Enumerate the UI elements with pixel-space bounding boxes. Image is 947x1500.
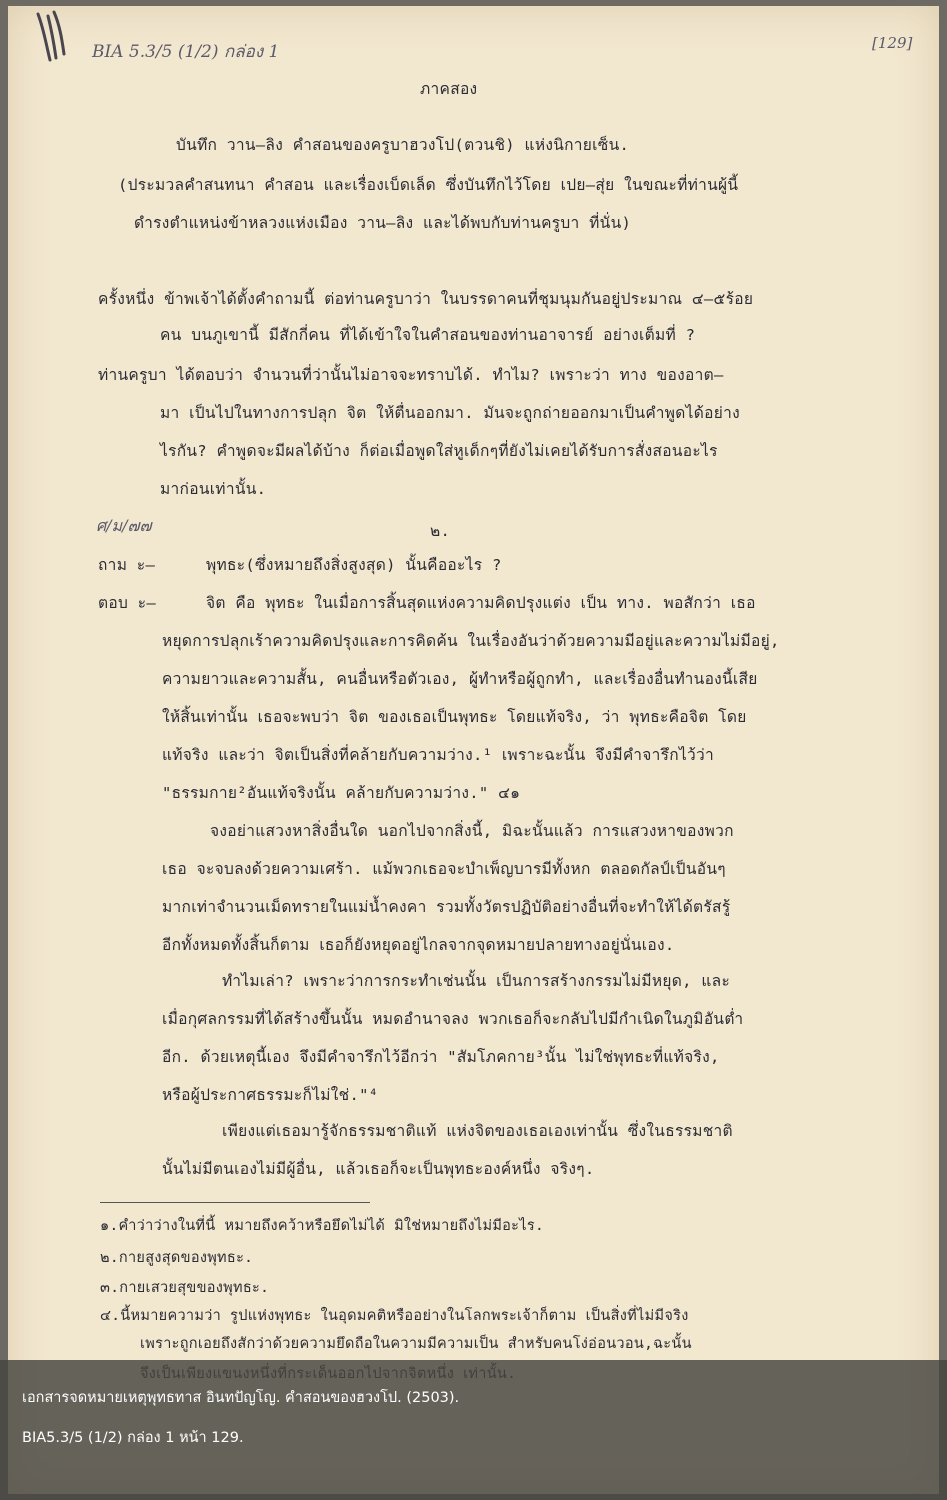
- archive-reference: BIA 5.3/5 (1/2) กล่อง 1: [92, 42, 280, 62]
- question-label: ถาม ะ–: [98, 556, 156, 574]
- intro-line: ดำรงตำแหน่งข้าหลวงแห่งเมือง วาน–ลิง และได้พบกับท่านครูบา ที่นั่น): [134, 214, 632, 232]
- answer-line: ความยาวและความสั้น, คนอื่นหรือตัวเอง, ผู้ทำหรือผู้ถูกทำ, และเรื่องอื่นทำนองนี้เสีย: [162, 670, 758, 688]
- caption-line-2: BIA5.3/5 (1/2) กล่อง 1 หน้า 129.: [22, 1430, 244, 1446]
- image-caption: [0, 1360, 947, 1500]
- intro-line: บันทึก วาน–ลิง คำสอนของครูบาฮวงโป(ตวนชิ) แห่งนิกายเซ็น.: [176, 136, 630, 154]
- intro-line: (ประมวลคำสนทนา คำสอน และเรื่องเบ็ดเล็ด ซึ่งบันทึกไว้โดย เปย–สุ่ย ในขณะที่ท่านผู้นี้: [118, 176, 739, 194]
- answer-line: หยุดการปลุกเร้าความคิดปรุงและการคิดค้น ในเรื่องอันว่าด้วยความมีอยู่และความไม่มีอยู่,: [162, 632, 780, 650]
- footnote-divider: [100, 1202, 370, 1203]
- body-line: ไรกัน? คำพูดจะมีผลได้บ้าง ก็ต่อเมื่อพูดใส่หูเด็กๆที่ยังไม่เคยได้รับการสั่งสอนอะไร: [160, 442, 718, 460]
- section-title: ภาคสอง: [420, 80, 478, 98]
- footnote: ๑.คำว่าว่างในที่นี้ หมายถึงคว้าหรือยึดไม่ได้ มิใช่หมายถึงไม่มีอะไร.: [100, 1218, 544, 1234]
- handwritten-note: ศ/ม/๗๗: [96, 516, 152, 535]
- body-line: ท่านครูบา ได้ตอบว่า จำนวนที่ว่านั้นไม่อาจจะทราบได้. ทำไม? เพราะว่า ทาง ของอาต–: [98, 366, 724, 384]
- handwritten-mark-icon: [34, 10, 68, 66]
- body-line: จงอย่าแสวงหาสิ่งอื่นใด นอกไปจากสิ่งนี้, มิฉะนั้นแล้ว การแสวงหาของพวก: [210, 822, 734, 840]
- body-line: หรือผู้ประกาศธรรมะก็ไม่ใช่."⁴: [162, 1086, 379, 1104]
- caption-line-1: เอกสารจดหมายเหตุพุทธทาส อินทปัญโญ. คำสอนของฮวงโป. (2503).: [22, 1390, 460, 1406]
- body-line: ครั้งหนึ่ง ข้าพเจ้าได้ตั้งคำถามนี้ ต่อท่านครูบาว่า ในบรรดาคนที่ชุมนุมกันอยู่ประมาณ ๔–๕ร้อย: [98, 290, 754, 308]
- body-line: อีกทั้งหมดทั้งสิ้นก็ตาม เธอก็ยังหยุดอยู่ไกลจากจุดหมายปลายทางอยู่นั่นเอง.: [162, 936, 675, 954]
- answer-line: ให้สิ้นเท่านั้น เธอจะพบว่า จิต ของเธอเป็นพุทธะ โดยแท้จริง, ว่า พุทธะคือจิต โดย: [162, 708, 747, 726]
- body-line: เพียงแต่เธอมารู้จักธรรมชาติแท้ แห่งจิตของเธอเองเท่านั้น ซึ่งในธรรมชาติ: [222, 1122, 733, 1140]
- question-text: พุทธะ(ซึ่งหมายถึงสิ่งสูงสุด) นั้นคืออะไร ?: [206, 556, 502, 574]
- page-stamp: [129]: [872, 34, 913, 52]
- footnote: ๔.นี้หมายความว่า รูปแห่งพุทธะ ในอุดมคติหรืออย่างในโลกพระเจ้าก็ตาม เป็นสิ่งที่ไม่มีจริง: [100, 1308, 689, 1324]
- footnote: ๒.กายสูงสุดของพุทธะ.: [100, 1250, 254, 1266]
- body-line: ทำไมเล่า? เพราะว่าการกระทำเช่นนั้น เป็นการสร้างกรรมไม่มีหยุด, และ: [222, 972, 731, 990]
- answer-label: ตอบ ะ–: [98, 594, 157, 612]
- body-line: มาก่อนเท่านั้น.: [160, 480, 267, 498]
- answer-line: แท้จริง และว่า จิตเป็นสิ่งที่คล้ายกับความว่าง.¹ เพราะฉะนั้น จึงมีคำจารึกไว้ว่า: [162, 746, 715, 764]
- footnote: เพราะถูกเอยถึงสักว่าด้วยความยึดถือในความมีความเป็น สำหรับคนโง่อ่อนวอน,ฉะนั้น: [140, 1336, 692, 1352]
- answer-line: "ธรรมกาย²อันแท้จริงนั้น คล้ายกับความว่าง." ๔๑: [162, 784, 521, 802]
- body-line: มา เป็นไปในทางการปลุก จิต ให้ตื่นออกมา. มันจะถูกถ่ายออกมาเป็นคำพูดได้อย่าง: [160, 404, 740, 422]
- section-number: ๒.: [430, 522, 451, 540]
- body-line: อีก. ด้วยเหตุนี้เอง จึงมีคำจารึกไว้อีกว่า "สัมโภคกาย³นั้น ไม่ใช่พุทธะที่แท้จริง,: [162, 1048, 720, 1066]
- footnote: ๓.กายเสวยสุขของพุทธะ.: [100, 1280, 270, 1296]
- body-line: เมื่อกุศลกรรมที่ได้สร้างขึ้นนั้น หมดอำนาจลง พวกเธอก็จะกลับไปมีกำเนิดในภูมิอันต่ำ: [162, 1010, 744, 1028]
- body-line: เธอ จะจบลงด้วยความเศร้า. แม้พวกเธอจะบำเพ็ญบารมีทั้งหก ตลอดกัลป์เป็นอันๆ: [162, 860, 726, 878]
- body-line: มากเท่าจำนวนเม็ดทรายในแม่น้ำคงคา รวมทั้งวัตรปฏิบัติอย่างอื่นที่จะทำให้ได้ตรัสรู้: [162, 898, 731, 916]
- body-line: คน บนภูเขานี้ มีสักกี่คน ที่ได้เข้าใจในคำสอนของท่านอาจารย์ อย่างเต็มที่ ?: [160, 326, 696, 344]
- body-line: นั้นไม่มีตนเองไม่มีผู้อื่น, แล้วเธอก็จะเป็นพุทธะองค์หนึ่ง จริงๆ.: [162, 1160, 595, 1178]
- answer-line: จิต คือ พุทธะ ในเมื่อการสิ้นสุดแห่งความคิดปรุงแต่ง เป็น ทาง. พอสักว่า เธอ: [206, 594, 756, 612]
